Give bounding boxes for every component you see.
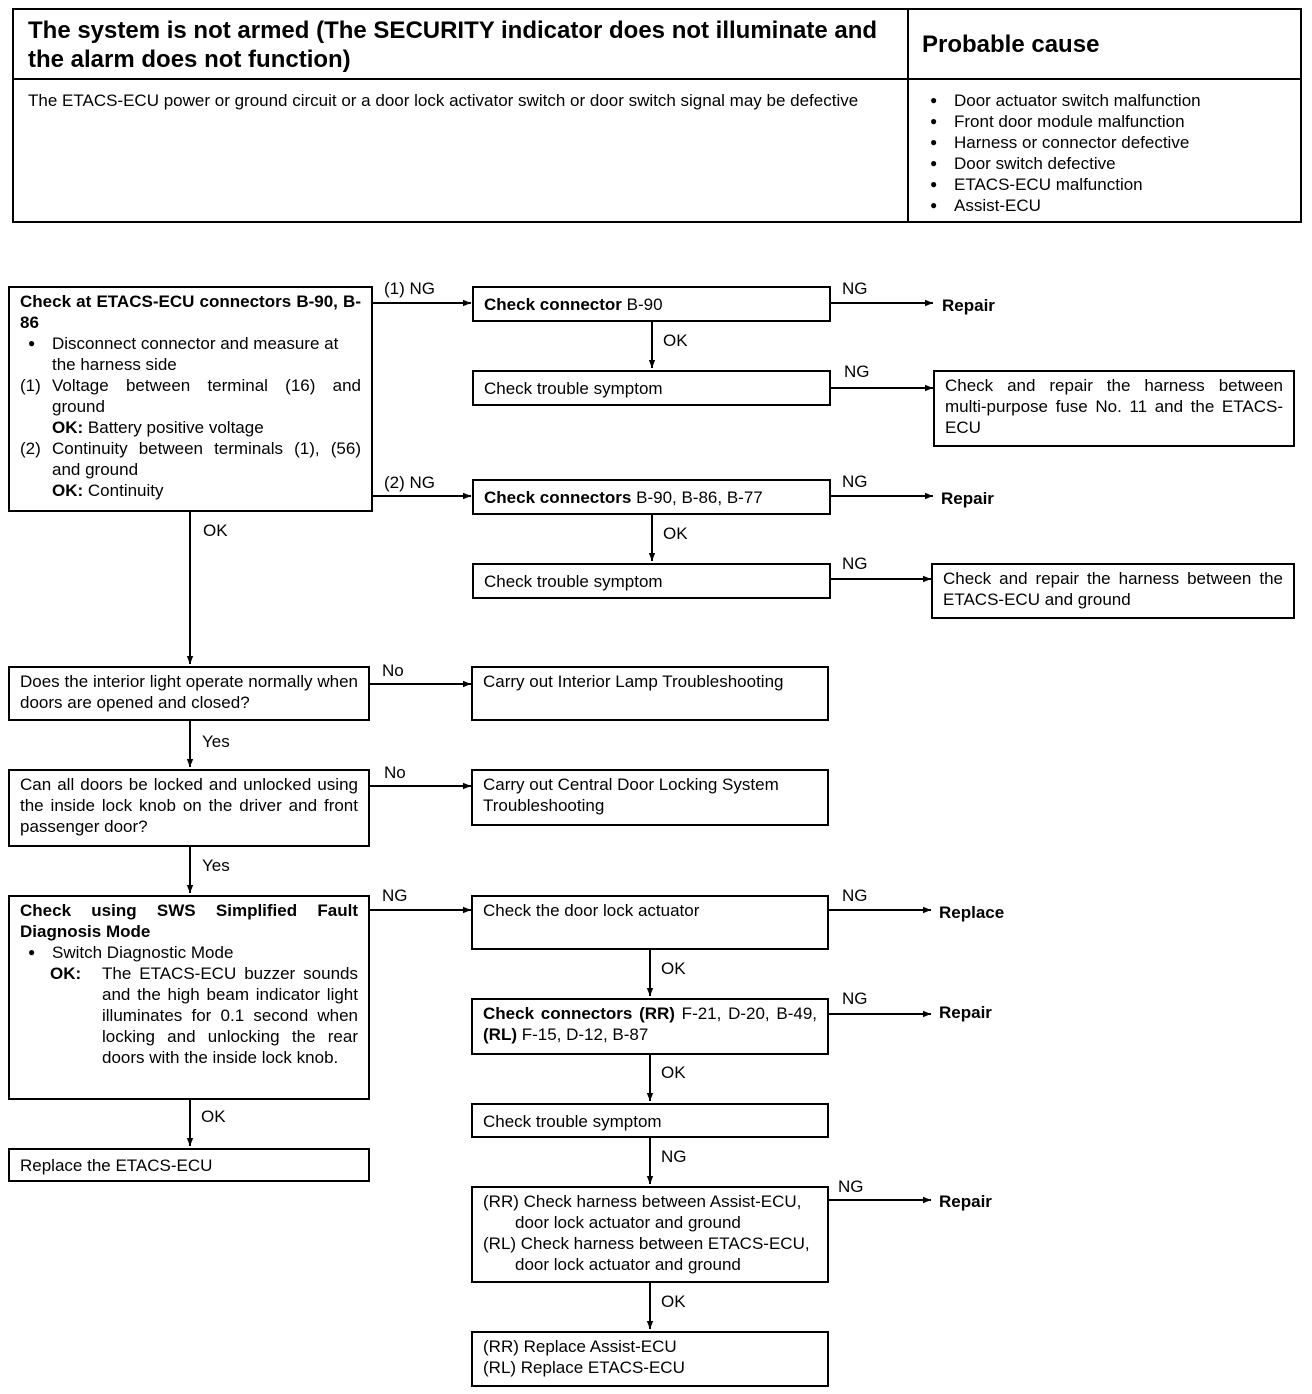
step1-item2 xyxy=(20,438,361,480)
ok-label: OK: xyxy=(50,964,82,983)
label-ng-1: (1) NG xyxy=(384,279,435,298)
step1-item1-text: Voltage between terminal (16) and ground xyxy=(52,376,361,416)
label-ok: OK xyxy=(663,524,688,543)
repair-endpoint-1: Repair xyxy=(942,296,995,315)
label-ng: NG xyxy=(842,472,868,491)
sws-ok-text: The ETACS-ECU buzzer sounds and the high beam indicator light illuminates for 0.1 second when locking and unlocking the rear doors with the inside lock knob. xyxy=(102,964,358,1067)
harness-rl: (RL) Check harness between ETACS-ECU, door lock actuator and ground xyxy=(483,1234,810,1274)
repair-harness-etacs-ground: Check and repair the harness between the ETACS-ECU and ground xyxy=(931,563,1295,619)
b90-bold: Check connector xyxy=(484,295,622,314)
sws-fault-diagnosis-check xyxy=(8,895,370,1100)
b86-bold: Check connectors xyxy=(484,488,632,507)
check-trouble-symptom-3: Check trouble symptom xyxy=(471,1103,829,1138)
ok-label: OK: xyxy=(52,481,84,500)
ok-text: Battery positive voltage xyxy=(87,418,264,437)
step1-item1 xyxy=(20,375,361,417)
rl-text: F-15, D-12, B-87 xyxy=(516,1025,649,1044)
step1-item1-number: (1) xyxy=(20,376,41,395)
step1-bullets xyxy=(20,333,361,375)
probable-cause-heading: Probable cause xyxy=(922,31,1100,58)
rl-bold: (RL) xyxy=(483,1025,517,1044)
harness-rr: (RR) Check harness between Assist-ECU, door lock actuator and ground xyxy=(483,1192,802,1232)
label-ok: OK xyxy=(203,521,228,540)
check-connectors-rr-rl xyxy=(471,998,829,1055)
repair-harness-fuse-etacs: Check and repair the harness between multi-purpose fuse No. 11 and the ETACS-ECU xyxy=(933,370,1295,447)
label-ng: NG xyxy=(842,279,868,298)
symptom-description: The ETACS-ECU power or ground circuit or a door lock activator switch or door switch signal may be defective xyxy=(28,91,859,110)
check-trouble-symptom-2: Check trouble symptom xyxy=(472,563,831,599)
replace-rl: (RL) Replace ETACS-ECU xyxy=(483,1358,685,1377)
label-no: No xyxy=(384,763,406,782)
rr-bold: Check connectors (RR) xyxy=(483,1004,675,1023)
step1-item2-text: Continuity between terminals (1), (56) and ground xyxy=(52,439,361,479)
b90-rest: B-90 xyxy=(621,295,663,314)
sws-bullet: ● Switch Diagnostic Mode xyxy=(20,942,358,963)
repair-endpoint-2: Repair xyxy=(941,489,994,508)
cause-item: ● Door switch defective xyxy=(922,153,1292,174)
check-connector-b90 xyxy=(472,286,831,322)
cause-item: ● ETACS-ECU malfunction xyxy=(922,174,1292,195)
label-ng: NG xyxy=(844,362,870,381)
label-ng: NG xyxy=(842,886,868,905)
question-door-lock-knob: Can all doors be locked and unlocked using the inside lock knob on the driver and front passenger door? xyxy=(8,769,370,847)
replace-rr-rl xyxy=(471,1331,829,1387)
b86-rest: B-90, B-86, B-77 xyxy=(631,488,763,507)
label-yes: Yes xyxy=(202,856,230,875)
label-ok: OK xyxy=(663,331,688,350)
check-trouble-symptom-1: Check trouble symptom xyxy=(472,370,831,406)
rr-text: F-21, D-20, B-49, xyxy=(674,1004,817,1023)
label-ng: NG xyxy=(661,1147,687,1166)
label-ng: NG xyxy=(842,554,868,573)
label-ng-2: (2) NG xyxy=(384,473,435,492)
step1-item1-ok xyxy=(20,417,361,438)
cause-item: ● Door actuator switch malfunction xyxy=(922,90,1292,111)
cause-item: ● Assist-ECU xyxy=(922,195,1292,216)
label-ok: OK xyxy=(201,1107,226,1126)
label-ng: NG xyxy=(842,989,868,1008)
sws-bullets xyxy=(20,942,358,963)
label-yes: Yes xyxy=(202,732,230,751)
cause-item: ● Harness or connector defective xyxy=(922,132,1292,153)
label-no: No xyxy=(382,661,404,680)
step1-item2-number: (2) xyxy=(20,439,41,458)
label-ng: NG xyxy=(838,1177,864,1196)
ok-text: Continuity xyxy=(87,481,164,500)
page-title: The system is not armed (The SECURITY indicator does not illuminate and the alarm does not function) xyxy=(28,17,878,73)
sws-title: Check using SWS Simplified Fault Diagnosis Mode xyxy=(20,901,358,941)
cause-item: ● Front door module malfunction xyxy=(922,111,1292,132)
sws-ok xyxy=(20,963,358,1068)
step1-item2-ok xyxy=(20,480,361,501)
step1-bullet: ● Disconnect connector and measure at the harness side xyxy=(20,333,361,375)
check-connectors-b90-b86-b77 xyxy=(472,479,831,515)
replace-rr: (RR) Replace Assist-ECU xyxy=(483,1337,677,1356)
repair-endpoint-3: Repair xyxy=(939,1003,992,1022)
question-interior-light: Does the interior light operate normally when doors are opened and closed? xyxy=(8,666,370,721)
repair-endpoint-4: Repair xyxy=(939,1192,992,1211)
replace-endpoint: Replace xyxy=(939,903,1005,922)
label-ok: OK xyxy=(661,1063,686,1082)
ok-label: OK: xyxy=(52,418,84,437)
label-ok: OK xyxy=(661,1292,686,1311)
label-ng: NG xyxy=(382,886,408,905)
check-door-lock-actuator: Check the door lock actuator xyxy=(471,895,829,950)
check-harness-rr-rl xyxy=(471,1186,829,1283)
step1-title: Check at ETACS-ECU connectors B-90, B-86 xyxy=(20,292,361,332)
interior-lamp-troubleshooting: Carry out Interior Lamp Troubleshooting xyxy=(471,666,829,721)
label-ok: OK xyxy=(661,959,686,978)
central-door-locking-troubleshooting: Carry out Central Door Locking System Troubleshooting xyxy=(471,769,829,826)
replace-etacs-ecu: Replace the ETACS-ECU xyxy=(8,1148,370,1182)
step1-etacs-connector-check xyxy=(8,286,373,512)
